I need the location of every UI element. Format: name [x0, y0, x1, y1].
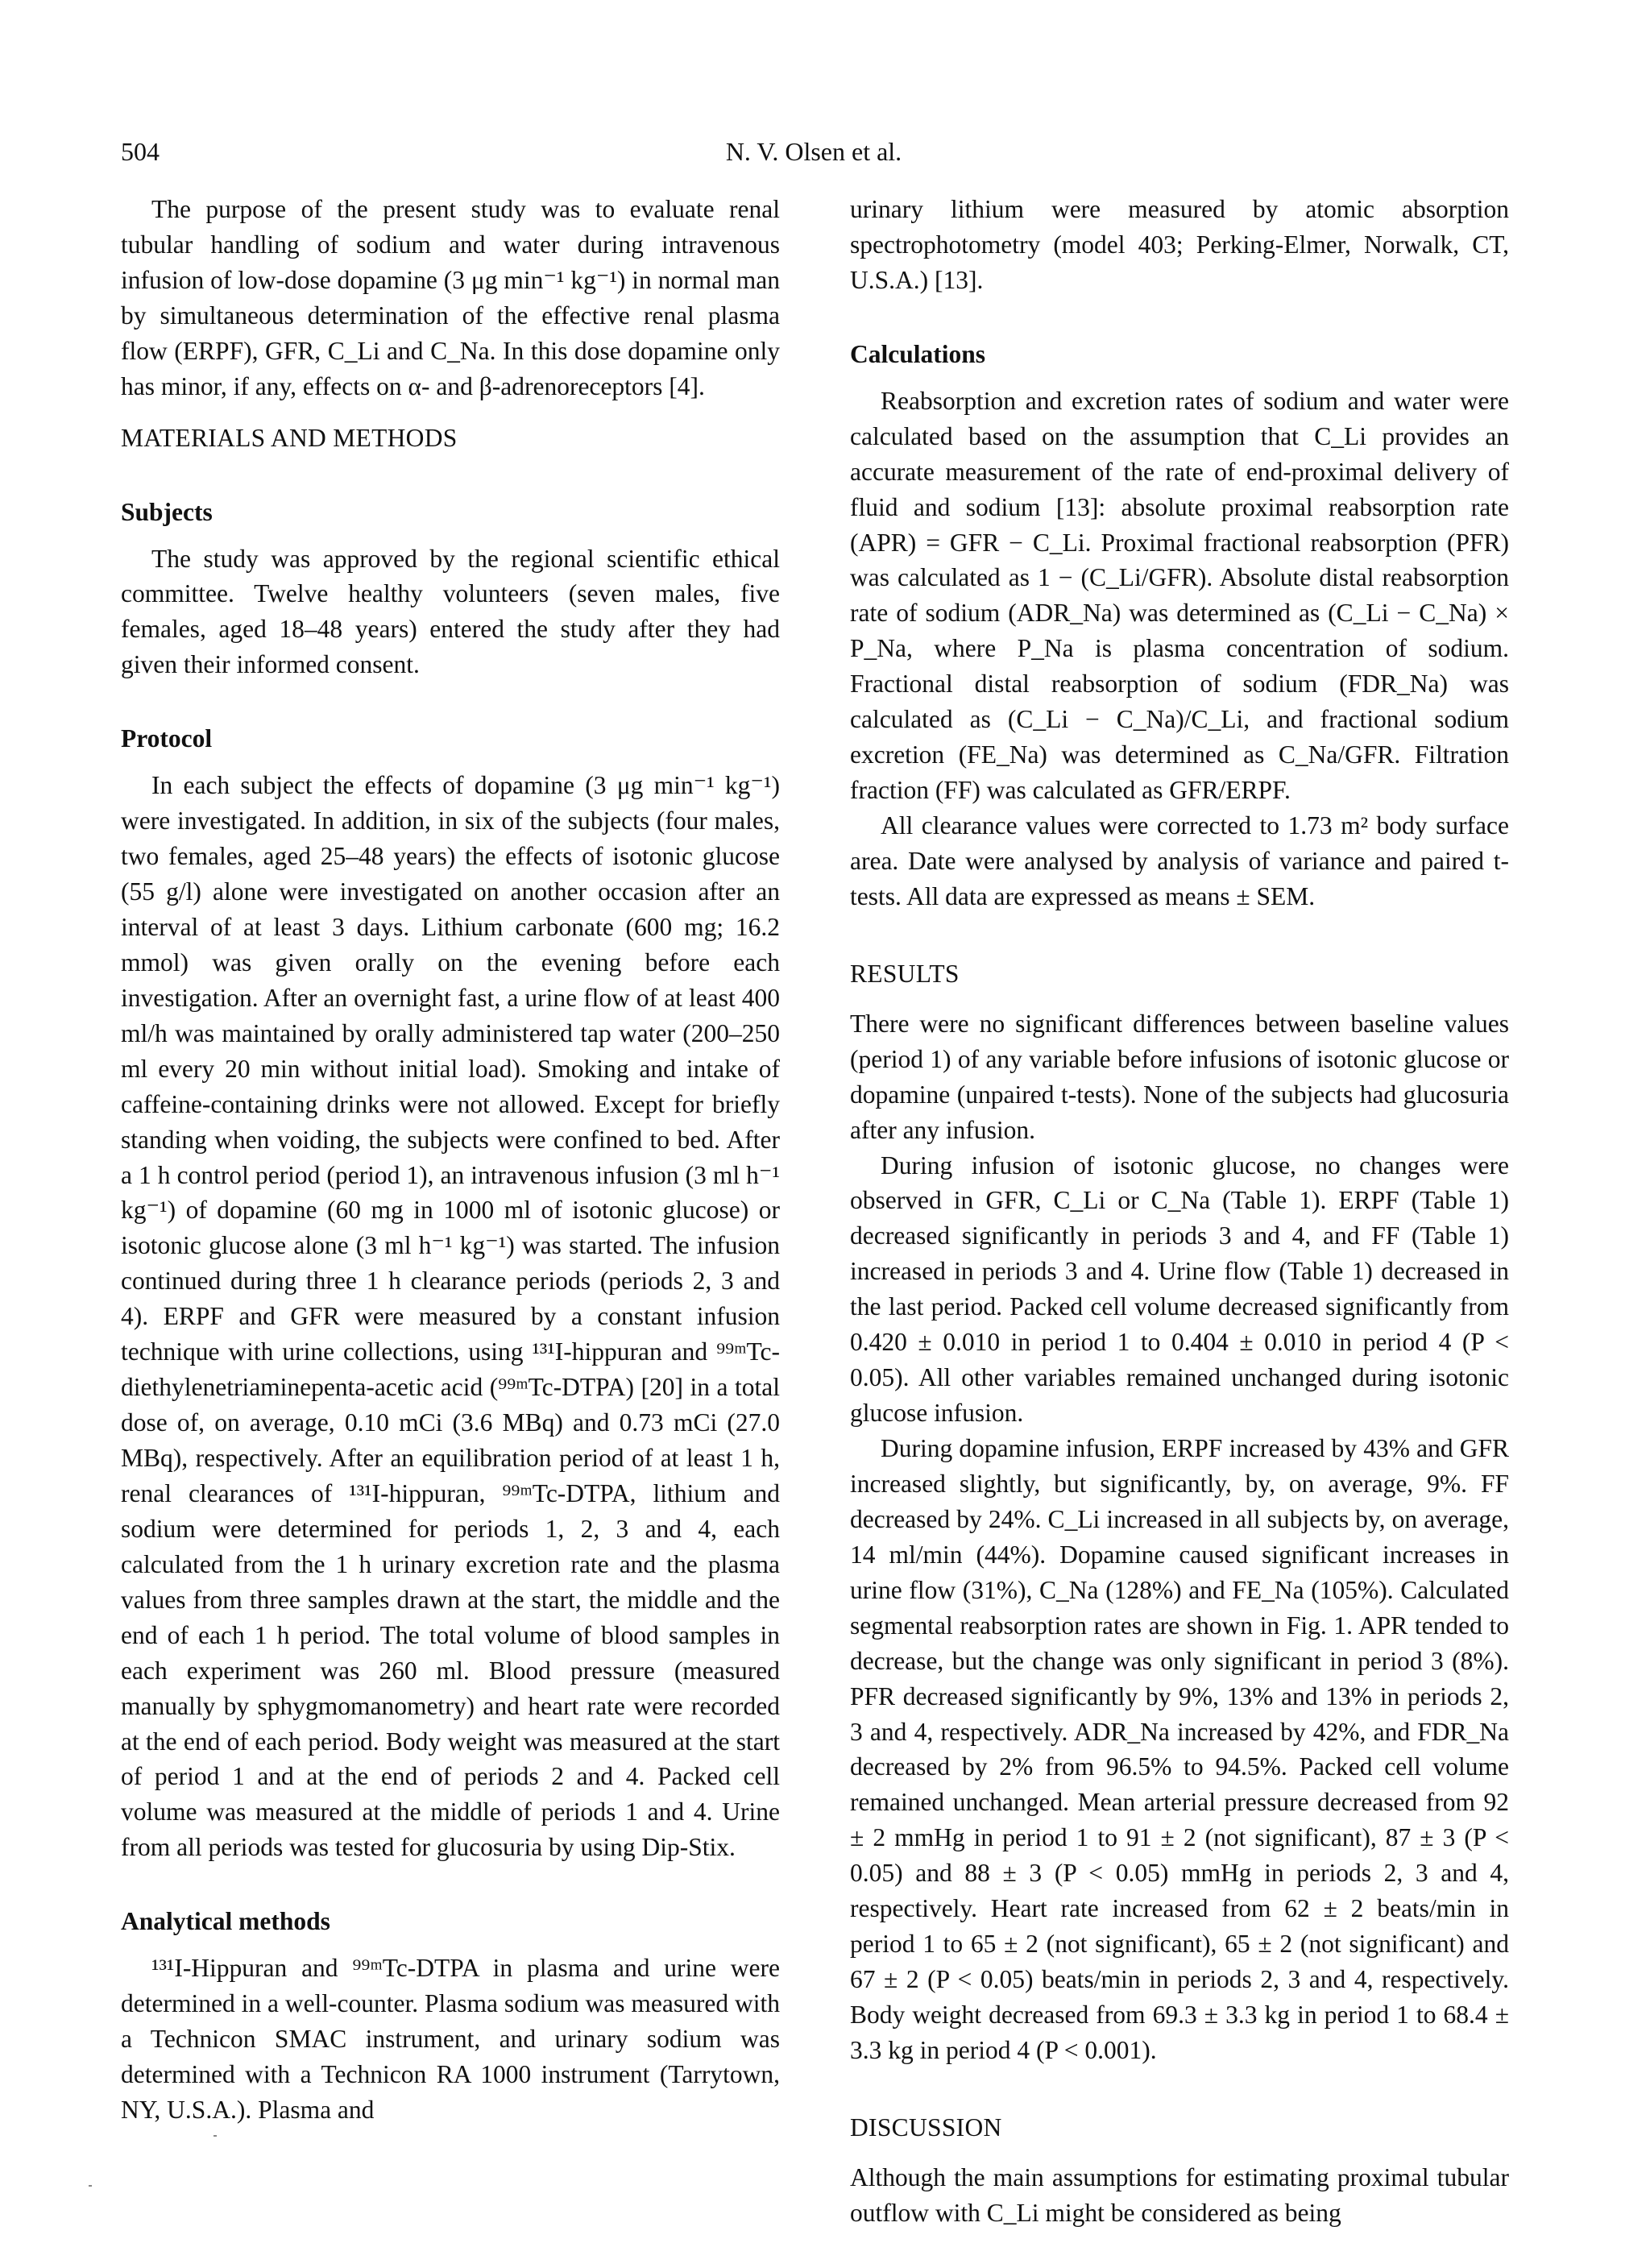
clearance-paragraph: All clearance values were corrected to 1.73 m² body surface area. Date were analysed by analysis of variance and paired t-tests. All data are expressed as means ± SEM.	[850, 811, 1509, 910]
analytical-paragraph: ¹³¹I-Hippuran and ⁹⁹ᵐTc-DTPA in plasma and urine were determined in a well-counter. Plasma sodium was measured with a Technicon SMAC instrument, and urinary sodium was determined with a Technicon RA 1000 instrument (Tarrytown, NY, U.S.A.). Plasma and	[121, 1954, 780, 2124]
results-paragraph-2: During infusion of isotonic glucose, no changes were observed in GFR, C_Li or C_Na (Table 1). ERPF (Table 1) decreased significantly in periods 3 and 4, and FF (Table 1) increased in periods 3 and 4. Urine flow (Table 1) decreased in the last period. Packed cell volume decreased significantly from 0.420 ± 0.010 in period 1 to 0.404 ± 0.010 in period 4 (P < 0.05). All other variables remained unchanged during isotonic glucose infusion.	[850, 1151, 1509, 1428]
intro-paragraph: The purpose of the present study was to evaluate renal tubular handling of sodium and water during intravenous infusion of low-dose dopamine (3 μg min⁻¹ kg⁻¹) in normal man by simultaneous determination of the effective renal plasma flow (ERPF), GFR, C_Li and C_Na. In this dose dopamine only has minor, if any, effects on α- and β-adrenoreceptors [4].	[121, 195, 780, 400]
results-heading: RESULTS	[850, 959, 960, 988]
analytical-continued: urinary lithium were measured by atomic absorption spectrophotometry (model 403; Perking-Elmer, Norwalk, CT, U.S.A.) [13].	[850, 195, 1509, 294]
methods-heading: MATERIALS AND METHODS	[121, 423, 458, 452]
calculations-paragraph: Reabsorption and excretion rates of sodium and water were calculated based on the assumption that C_Li provides an accurate measurement of the rate of end-proximal delivery of fluid and sodium [13]: absolute proximal reabsorption rate (APR) = GFR − C_Li. Proximal fractional reabsorption (PFR) was calculated as 1 − (C_Li/GFR). Absolute distal reabsorption rate of sodium (ADR_Na) was determined as (C_Li − C_Na) × P_Na, where P_Na is plasma concentration of sodium. Fractional distal reabsorption of sodium (FDR_Na) was calculated as (C_Li − C_Na)/C_Li, and fractional sodium excretion (FE_Na) was determined as C_Na/GFR. Filtration fraction (FF) was calculated as GFR/ERPF.	[850, 386, 1509, 805]
left-column	[121, 192, 780, 2128]
right-column	[850, 192, 1509, 2231]
analytical-heading: Analytical methods	[121, 1907, 330, 1936]
protocol-heading: Protocol	[121, 724, 213, 753]
discussion-paragraph: Although the main assumptions for estimating proximal tubular outflow with C_Li might be considered as being	[850, 2162, 1509, 2227]
page-header	[121, 137, 1507, 177]
scan-speck	[214, 2135, 217, 2137]
subjects-heading: Subjects	[121, 497, 213, 526]
calculations-heading: Calculations	[850, 339, 986, 368]
running-title: N. V. Olsen et al.	[725, 137, 902, 166]
scan-speck	[89, 2185, 92, 2187]
protocol-paragraph: In each subject the effects of dopamine (3 μg min⁻¹ kg⁻¹) were investigated. In addition, in six of the subjects (four males, two females, aged 25–48 years) the effects of isotonic glucose (55 g/l) alone were investigated on another occasion after an interval of at least 3 days. Lithium carbonate (600 mg; 16.2 mmol) was given orally on the evening before each investigation. After an overnight fast, a urine flow of at least 400 ml/h was maintained by orally administered tap water (200–250 ml every 20 min without initial load). Smoking and intake of caffeine-containing drinks were not allowed. Except for briefly standing when voiding, the subjects were confined to bed. After a 1 h control period (period 1), an intravenous infusion (3 ml h⁻¹ kg⁻¹) of dopamine (60 mg in 1000 ml of isotonic glucose) or isotonic glucose alone (3 ml h⁻¹ kg⁻¹) was started. The infusion continued during three 1 h clearance periods (periods 2, 3 and 4). ERPF and GFR were measured by a constant infusion technique with urine collections, using ¹³¹I-hippuran and ⁹⁹ᵐTc-diethylenetriaminepenta-acetic acid (⁹⁹ᵐTc-DTPA) [20] in a total dose of, on average, 0.10 mCi (3.6 MBq) and 0.73 mCi (27.0 MBq), respectively. After an equilibration period of at least 1 h, renal clearances of ¹³¹I-hippuran, ⁹⁹ᵐTc-DTPA, lithium and sodium were determined for periods 1, 2, 3 and 4, each calculated from the 1 h urinary excretion rate and the plasma values from three samples drawn at the start, the middle and the end of each 1 h period. The total volume of blood samples in each experiment was 260 ml. Blood pressure (measured manually by sphygmomanometry) and heart rate were recorded at the end of each period. Body weight was measured at the start of period 1 and at the end of periods 2 and 4. Packed cell volume was measured at the middle of periods 1 and 4. Urine from all periods was tested for glucosuria by using Dip-Stix.	[121, 771, 780, 1862]
subjects-paragraph: The study was approved by the regional scientific ethical committee. Twelve healthy volunteers (seven males, five females, aged 18–48 years) entered the study after they had given their informed consent.	[121, 544, 780, 679]
discussion-heading: DISCUSSION	[850, 2113, 1002, 2142]
results-paragraph-3: During dopamine infusion, ERPF increased by 43% and GFR increased slightly, but significantly, by, on average, 9%. FF decreased by 24%. C_Li increased in all subjects by, on average, 14 ml/min (44%). Dopamine caused significant increases in urine flow (31%), C_Na (128%) and FE_Na (105%). Calculated segmental reabsorption rates are shown in Fig. 1. APR tended to decrease, but the change was only significant in period 3 (8%). PFR decreased significantly by 9%, 13% and 13% in periods 2, 3 and 4, respectively. ADR_Na increased by 42%, and FDR_Na decreased by 2% from 96.5% to 94.5%. Packed cell volume remained unchanged. Mean arterial pressure decreased from 92 ± 2 mmHg in period 1 to 91 ± 2 (not significant), 87 ± 3 (P < 0.05) and 88 ± 3 (P < 0.05) mmHg in periods 2, 3 and 4, respectively. Heart rate increased from 62 ± 2 beats/min in period 1 to 65 ± 2 (not significant), 65 ± 2 (not significant) and 67 ± 2 (P < 0.05) beats/min in periods 2, 3 and 4, respectively. Body weight decreased from 69.3 ± 3.3 kg in period 1 to 68.4 ± 3.3 kg in period 4 (P < 0.001).	[850, 1434, 1509, 2064]
results-paragraph-1: There were no significant differences between baseline values (period 1) of any variable before infusions of isotonic glucose or dopamine (unpaired t-tests). None of the subjects had glucosuria after any infusion.	[850, 1009, 1509, 1144]
page-number: 504	[121, 137, 160, 166]
